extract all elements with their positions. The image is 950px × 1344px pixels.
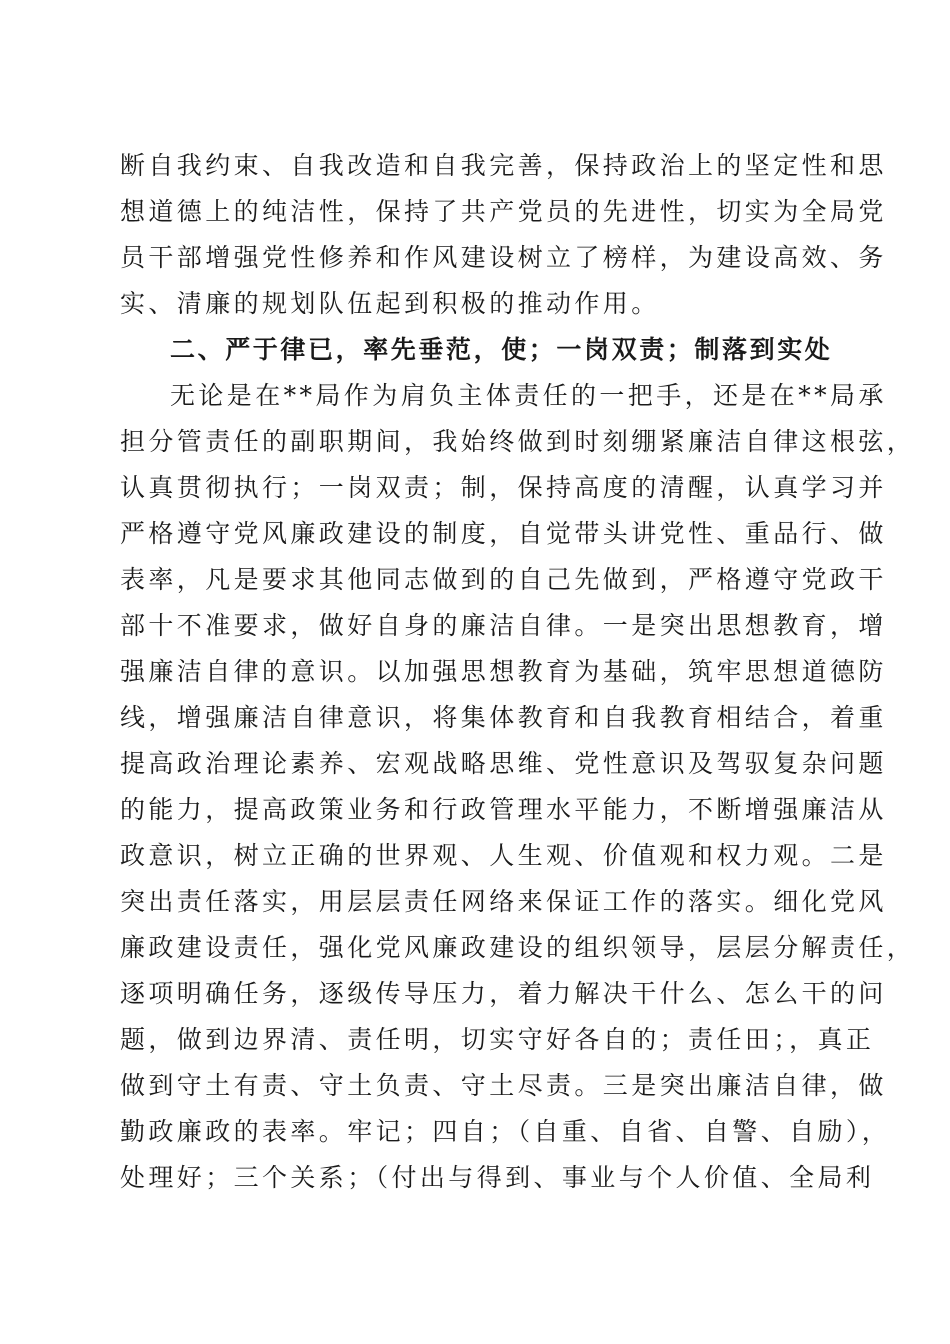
- section-heading: 二、严于律已，率先垂范，使；一岗双责；制落到实处: [170, 335, 833, 364]
- text-line: 表率，凡是要求其他同志做到的自己先做到，严格遵守党政干: [120, 565, 887, 594]
- text-line: 认真贯彻执行；一岗双责；制，保持高度的清醒，认真学习并: [120, 473, 887, 502]
- text-line: 的能力，提高政策业务和行政管理水平能力，不断增强廉洁从: [120, 795, 887, 824]
- text-line: 担分管责任的副职期间，我始终做到时刻绷紧廉洁自律这根弦，: [120, 427, 916, 456]
- text-line: 题，做到边界清、责任明，切实守好各自的；责任田；，真正: [120, 1025, 875, 1054]
- text-line: 强廉洁自律的意识。以加强思想教育为基础，筑牢思想道德防: [120, 657, 887, 686]
- text-line: 想道德上的纯洁性，保持了共产党员的先进性，切实为全局党: [120, 197, 887, 226]
- text-line: 严格遵守党风廉政建设的制度，自觉带头讲党性、重品行、做: [120, 519, 887, 548]
- text-line: 逐项明确任务，逐级传导压力，着力解决干什么、怎么干的问: [120, 979, 887, 1008]
- text-line: 突出责任落实，用层层责任网络来保证工作的落实。细化党风: [120, 887, 887, 916]
- text-line: 员干部增强党性修养和作风建设树立了榜样，为建设高效、务: [120, 243, 887, 272]
- text-line: 勤政廉政的表率。牢记；四自；（自重、自省、自警、自励），: [120, 1117, 891, 1146]
- text-line: 部十不准要求，做好自身的廉洁自律。一是突出思想教育，增: [120, 611, 887, 640]
- text-line: 提高政治理论素养、宏观战略思维、党性意识及驾驭复杂问题: [120, 749, 887, 778]
- text-line: 断自我约束、自我改造和自我完善，保持政治上的坚定性和思: [120, 151, 887, 180]
- text-line: 廉政建设责任，强化党风廉政建设的组织领导，层层分解责任，: [120, 933, 916, 962]
- text-line: 政意识，树立正确的世界观、人生观、价值观和权力观。二是: [120, 841, 887, 870]
- text-line: 处理好；三个关系；（付出与得到、事业与个人价值、全局利: [120, 1163, 875, 1192]
- text-line: 做到守土有责、守土负责、守土尽责。三是突出廉洁自律，做: [120, 1071, 887, 1100]
- text-line: 无论是在**局作为肩负主体责任的一把手，还是在**局承: [170, 381, 887, 410]
- text-line: 线，增强廉洁自律意识，将集体教育和自我教育相结合，着重: [120, 703, 887, 732]
- text-line: 实、清廉的规划队伍起到积极的推动作用。: [120, 289, 660, 318]
